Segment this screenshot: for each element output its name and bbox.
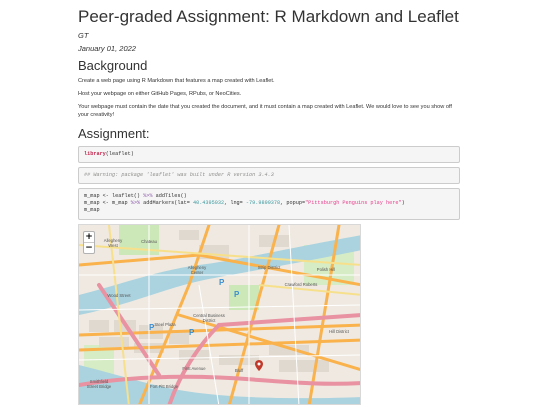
svg-text:P: P (234, 290, 240, 299)
assignment-heading: Assignment: (78, 126, 150, 141)
zoom-out-button[interactable]: − (85, 243, 93, 253)
map-label: Polish Hill (316, 267, 336, 272)
zoom-control (83, 231, 95, 254)
pipe-operator: %>% (143, 193, 153, 199)
code-line3: m_map (84, 207, 100, 213)
map-label: Bluff (234, 368, 244, 373)
code-function: library (84, 151, 106, 157)
code-block-library (78, 146, 460, 163)
background-paragraph-3: Your webpage must contain the date that you created the document, and it must contain a map created with Leaflet. We would love to see you show off your creativity! (78, 104, 452, 118)
map-label: Fort Pitt Bridge (150, 384, 178, 389)
map-label: Steel Plaza (154, 322, 176, 327)
map-label: Smithfield Street Bridge (86, 379, 112, 389)
background-paragraph-1: Create a web page using R Markdown that features a map created with Leaflet. (78, 78, 275, 84)
map-label: First Avenue (182, 366, 206, 371)
code-line1-b: addTiles() (152, 193, 187, 199)
code-line1-a: m_map <- leaflet() (84, 193, 144, 199)
code-block-map (78, 188, 460, 220)
map-label: Central Business District (193, 313, 225, 323)
background-paragraph-2: Host your webpage on either GitHub Pages, RPubs, or NeoCities. (78, 91, 242, 97)
map-label: Chateau (141, 239, 157, 244)
svg-text:P: P (149, 323, 155, 332)
code-line2-a: m_map <- m_map (84, 200, 131, 206)
map-label: Wood Street (107, 293, 131, 298)
svg-text:P: P (219, 278, 225, 287)
map-label: Allegheny Center (187, 265, 207, 275)
warning-text: ## Warning: package 'leaflet' was built under R version 3.4.3 (84, 172, 274, 178)
longitude-value: -79.9899378 (245, 200, 281, 206)
code-arg: (leaflet) (105, 151, 134, 157)
code-output-warning (78, 167, 460, 184)
map-label: Allegheny West (103, 238, 123, 248)
author: GT (78, 31, 89, 40)
date: January 01, 2022 (78, 44, 136, 53)
popup-string: "Pittsburgh Penguins play here" (305, 200, 402, 206)
code-line2-b: addMarkers(lat= (140, 200, 193, 206)
map-label: Strip District (257, 265, 281, 270)
code-line2-e: ) (401, 200, 405, 206)
zoom-in-button[interactable]: + (85, 232, 93, 242)
background-heading: Background (78, 58, 148, 73)
latitude-value: 40.4395032 (192, 200, 225, 206)
code-line2-d: , popup= (280, 200, 306, 206)
code-line2-c: , lng= (224, 200, 246, 206)
map-label: Hill District (329, 329, 349, 334)
page-title: Peer-graded Assignment: R Markdown and Leaflet (78, 7, 459, 26)
leaflet-map[interactable] (78, 224, 361, 405)
svg-text:P: P (189, 328, 195, 337)
map-label: Crawford Roberts (284, 282, 318, 287)
pipe-operator: %>% (130, 200, 141, 206)
